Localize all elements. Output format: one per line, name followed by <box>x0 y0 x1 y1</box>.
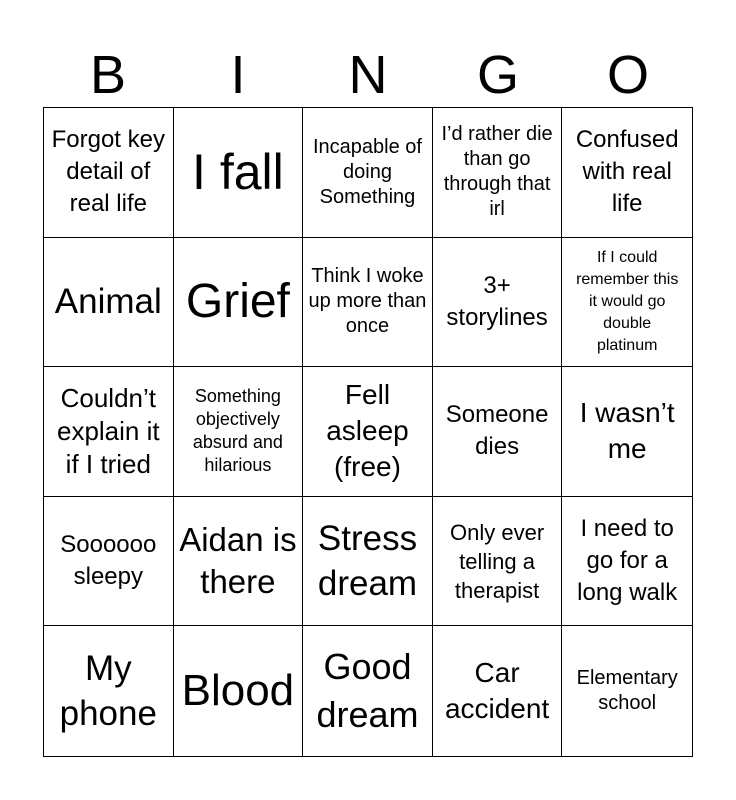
cell-text: Aidan is there <box>179 521 297 601</box>
header-letter-b: B <box>89 45 127 105</box>
bingo-cell[interactable] <box>562 238 692 368</box>
cell-text: I wasn’t me <box>579 397 675 465</box>
bingo-cell[interactable] <box>433 626 563 756</box>
bingo-cell[interactable] <box>174 367 304 497</box>
cell-text: Think I woke up more than once <box>308 265 427 338</box>
bingo-cell[interactable] <box>44 626 174 756</box>
bingo-cell[interactable] <box>303 238 433 368</box>
bingo-cell[interactable] <box>174 238 304 368</box>
cell-text: If I could remember this it would go double platinum <box>576 248 679 354</box>
bingo-cell[interactable] <box>174 626 304 756</box>
cell-text: Couldn’t explain it if I tried <box>56 382 160 479</box>
cell-text: Something objectively absurd and hilarious <box>192 386 283 476</box>
bingo-cell[interactable] <box>562 626 692 756</box>
cell-text: Elementary school <box>576 667 678 715</box>
bingo-cell[interactable] <box>303 497 433 627</box>
bingo-cell[interactable] <box>433 497 563 627</box>
bingo-board <box>43 107 693 757</box>
cell-text: 3+ storylines <box>446 271 548 331</box>
cell-text: Blood <box>181 666 295 716</box>
cell-text: Incapable of doing Something <box>312 135 422 208</box>
cell-text: Fell asleep (free) <box>326 379 409 483</box>
cell-text: Forgot key detail of real life <box>51 126 165 218</box>
header-letter-i: I <box>230 45 246 105</box>
cell-text: Someone dies <box>445 401 549 461</box>
bingo-cell[interactable] <box>433 367 563 497</box>
bingo-cell[interactable] <box>44 108 174 238</box>
cell-text: My phone <box>59 649 157 734</box>
header-letter-o: O <box>606 45 649 105</box>
cell-text: Animal <box>54 282 162 322</box>
bingo-cell[interactable] <box>174 497 304 627</box>
cell-text: Stress dream <box>317 519 418 604</box>
cell-text: Car accident <box>444 657 550 725</box>
cell-text: Soooooo sleepy <box>60 531 157 591</box>
cell-text: Confused with real life <box>575 126 679 218</box>
bingo-cell[interactable] <box>174 108 304 238</box>
header-letter-g: G <box>476 45 519 105</box>
bingo-cell[interactable] <box>562 367 692 497</box>
bingo-cell[interactable] <box>562 497 692 627</box>
bingo-cell[interactable] <box>303 108 433 238</box>
bingo-cell[interactable] <box>303 626 433 756</box>
bingo-cell[interactable] <box>44 238 174 368</box>
cell-text: I need to go for a long walk <box>577 515 678 607</box>
cell-text: I’d rather die than go through that irl <box>441 123 553 221</box>
bingo-cell[interactable] <box>433 108 563 238</box>
bingo-header <box>43 44 693 106</box>
cell-text: Good dream <box>316 646 419 736</box>
bingo-cell[interactable] <box>562 108 692 238</box>
bingo-cell[interactable] <box>303 367 433 497</box>
cell-text: Grief <box>185 274 290 328</box>
bingo-cell[interactable] <box>433 238 563 368</box>
bingo-cell[interactable] <box>44 497 174 627</box>
cell-text: I fall <box>192 144 284 201</box>
cell-text: Only ever telling a therapist <box>450 519 545 603</box>
bingo-cell[interactable] <box>44 367 174 497</box>
header-letter-n: N <box>348 45 388 105</box>
